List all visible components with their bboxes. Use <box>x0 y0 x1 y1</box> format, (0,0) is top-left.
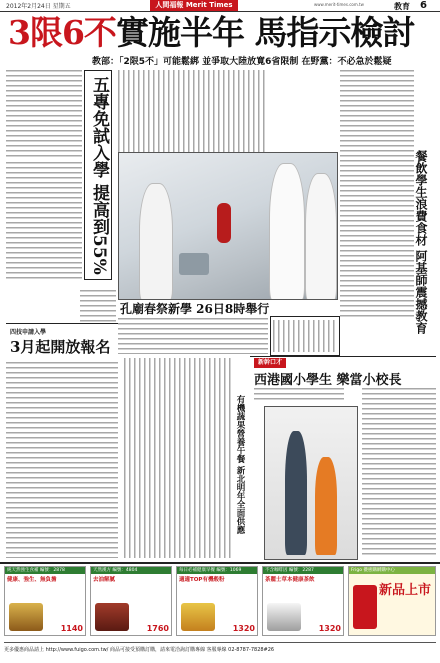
sub-headline: 教部：「2限5不」可能鬆綁 並爭取大陸放寬6省限制 在野黨：不必急於鬆疑 <box>92 57 392 67</box>
adult-figure <box>285 431 307 555</box>
center-callout-text <box>273 320 337 352</box>
ad-1-price: 1140 <box>60 624 83 633</box>
left-story-text <box>6 362 118 558</box>
pot-shape <box>179 253 209 275</box>
section-label: 教育 <box>394 2 410 11</box>
headline-part-1: 3限6不 <box>8 13 116 52</box>
ad-5-badge-icon <box>353 585 377 629</box>
main-headline <box>8 13 436 53</box>
ad-1-product-icon <box>9 603 43 631</box>
ad-1[interactable] <box>4 566 86 636</box>
headline-part-2: 實施半年 馬指示檢討 <box>115 13 415 52</box>
right-story-rule <box>250 356 436 357</box>
ad-2[interactable] <box>90 566 172 636</box>
ad-2-head: 天然漢方 編號：4804 <box>91 567 171 574</box>
ad-4-head: 不含咖啡因 編號：2287 <box>263 567 343 574</box>
left-story-title: 3月起開放報名 <box>10 338 111 356</box>
issue-date: 2012年2月24日 星期五 <box>6 3 71 10</box>
ad-4-price: 1320 <box>318 624 341 633</box>
left-story-kicker: 四技申請入學 <box>10 329 47 336</box>
ad-5-head: Frigo 優惠購網購中心 <box>349 567 435 574</box>
right-story-text-top <box>254 388 344 402</box>
right-feature-title: 餐飲學生浪費食材 阿基師震撼教育 <box>414 150 428 335</box>
left-article-text-top <box>6 70 82 158</box>
left-story-rule <box>6 323 118 324</box>
ad-2-price: 1760 <box>146 624 169 633</box>
ad-3-title: 適適TOP有機穀粉 <box>179 577 225 583</box>
center-lower-text-left <box>118 318 268 354</box>
right-feature-text <box>340 70 414 320</box>
newspaper-masthead: 人間福報 Merit Times <box>150 0 238 11</box>
school-event-photo <box>264 406 358 560</box>
left-article-title: 五專免試入學 提高到55% <box>89 76 109 275</box>
ad-5[interactable] <box>348 566 436 636</box>
right-story-title: 西港國小學生 樂當小校長 <box>254 373 402 388</box>
ad-footer: 更多優惠商品請上 http://www.fuigo.com.tw/ 商品可接受預購訂購，請來電洽詢訂購專線 客服專線 02-8787-7828#26 <box>4 642 436 656</box>
ad-3-head: 每日必補健康早餐 編號：1069 <box>177 567 257 574</box>
child-figure <box>315 457 337 555</box>
left-article-text-right <box>80 290 116 324</box>
page-number: 6 <box>420 0 427 11</box>
ad-4[interactable] <box>262 566 344 636</box>
ad-3[interactable] <box>176 566 258 636</box>
ad-4-title: 茶麗士草本健康茶飲 <box>265 577 315 583</box>
kitchen-class-photo <box>118 152 338 300</box>
ad-1-head: 純天然強生食補 編號：2878 <box>5 567 85 574</box>
ad-3-product-icon <box>181 603 215 631</box>
masthead-url: www.merit-times.com.tw <box>314 2 364 7</box>
student-figure-2 <box>305 173 337 300</box>
story-tag: 新幹口才 <box>254 358 286 368</box>
ad-2-title: 去油解膩 <box>93 577 116 583</box>
right-story-text <box>362 388 436 558</box>
ad-2-product-icon <box>95 603 129 631</box>
ad-3-price: 1320 <box>232 624 255 633</box>
middle-story-text <box>124 358 232 558</box>
left-article-text <box>6 162 82 280</box>
middle-story-title: 有機蔬果營養午餐 新北明年全面供應 <box>235 395 245 534</box>
student-figure-1 <box>269 163 305 300</box>
fire-extinguisher-shape <box>217 203 231 243</box>
chef-figure <box>139 183 173 300</box>
ad-1-title: 健康、強生、無負擔 <box>7 577 57 583</box>
center-article-text <box>118 70 268 152</box>
photo-caption: 孔廟春祭新學 26日8時舉行 <box>120 302 270 316</box>
ad-5-title: 新品上市 <box>379 583 432 598</box>
ad-4-product-icon <box>267 603 301 631</box>
